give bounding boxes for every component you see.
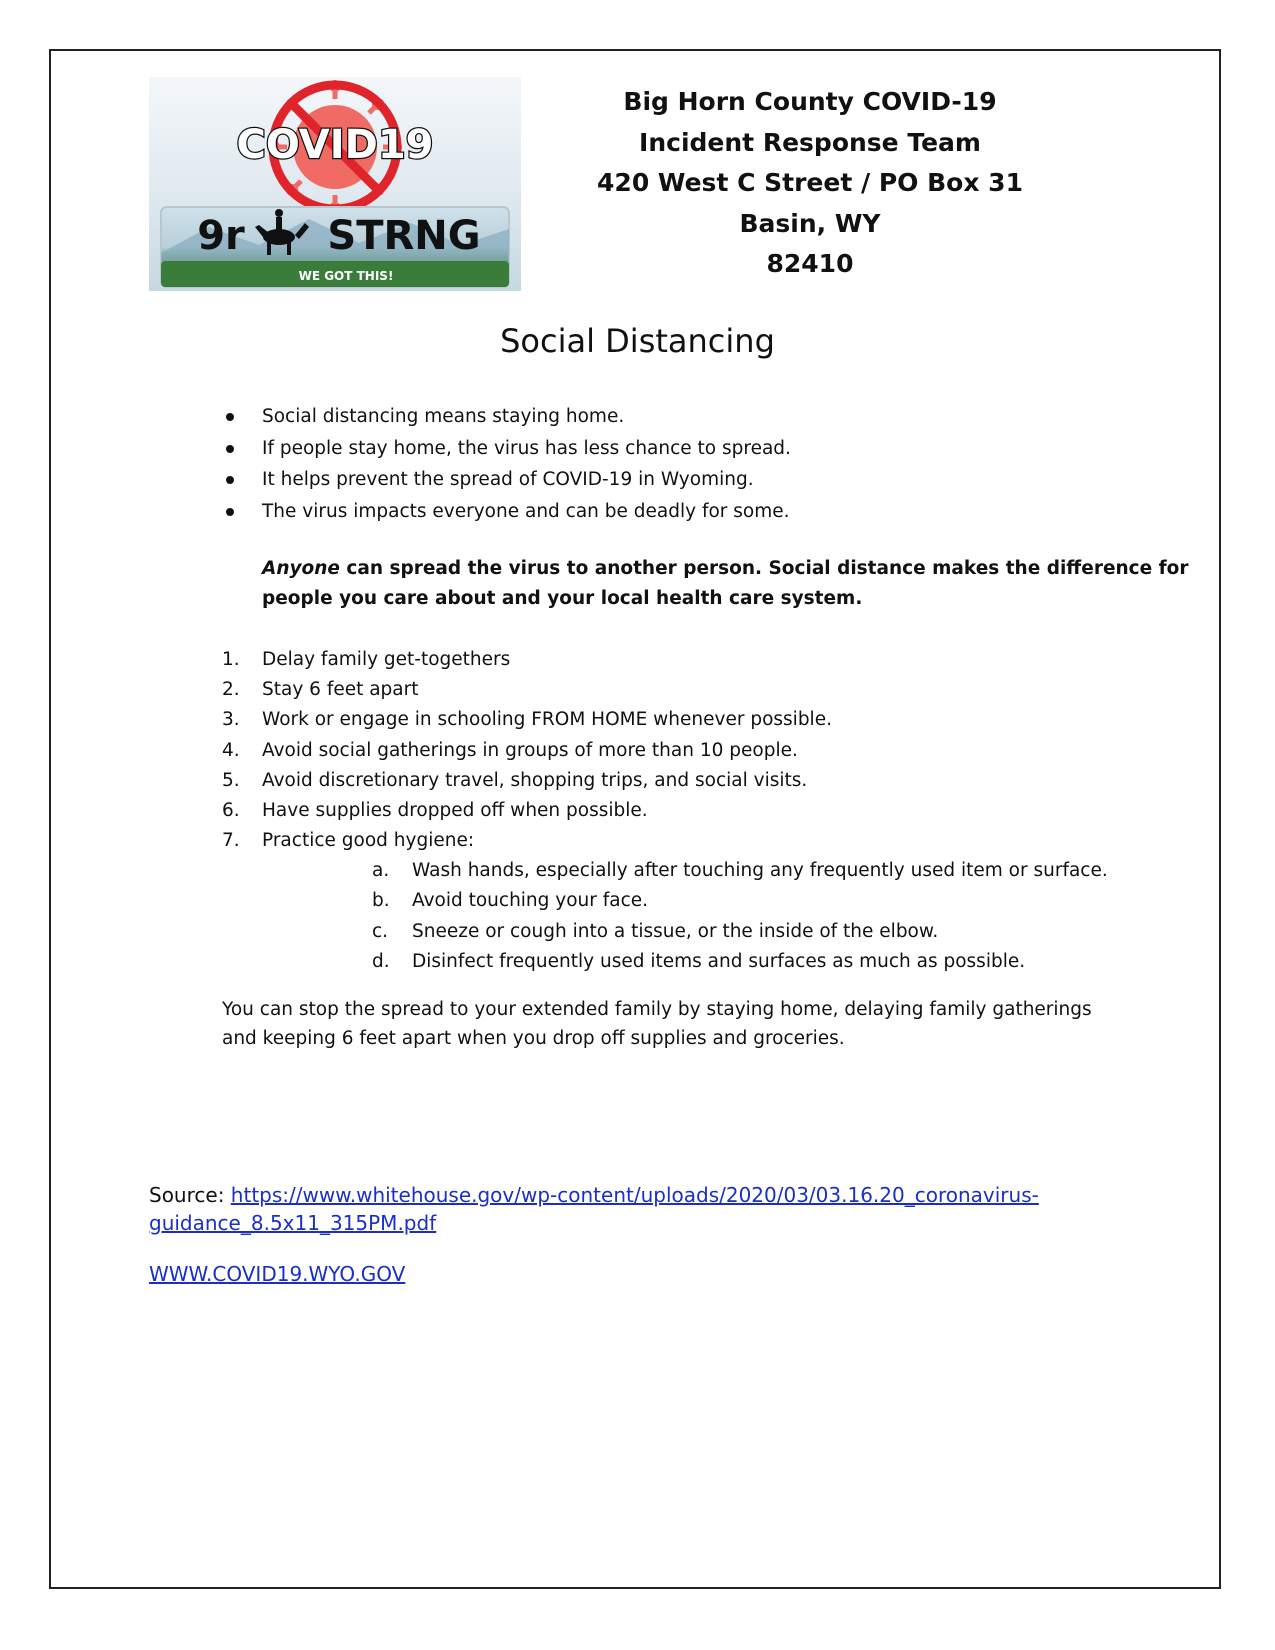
bullet-text: The virus impacts everyone and can be deadly for some.: [262, 500, 790, 522]
step-number: 7.: [222, 830, 240, 852]
step-text: Stay 6 feet apart: [262, 679, 419, 701]
bullet-text: It helps prevent the spread of COVID-19 in Wyoming.: [262, 469, 754, 490]
header-address: [560, 82, 1060, 285]
step-number: 6.: [222, 799, 240, 821]
zip-code: 82410: [766, 249, 854, 278]
closing-line-2: and keeping 6 feet apart when you drop off supplies and groceries.: [222, 1027, 845, 1049]
step-text: Delay family get-togethers: [262, 649, 511, 670]
source-label: Source:: [149, 1183, 231, 1207]
team-name: Incident Response Team: [639, 127, 981, 157]
logo-tagline: WE GOT THIS!: [298, 269, 394, 283]
step-text: Practice good hygiene:: [262, 830, 475, 852]
step-number: 4.: [222, 739, 240, 761]
note-line-1: [262, 554, 1189, 584]
bold-note: [262, 554, 1189, 614]
closing-line-1: You can stop the spread to your extended family by staying home, delaying family gatherings: [222, 999, 1092, 1020]
logo-strng-text: STRNG: [327, 213, 481, 259]
step-number: 3.: [222, 709, 240, 731]
note-line-2: people you care about and your local health care system.: [262, 588, 863, 609]
covid19-wy-strong-logo: [149, 77, 521, 291]
source-link-continued[interactable]: guidance_8.5x11_315PM.pdf: [149, 1211, 437, 1235]
step-text: Avoid social gatherings in groups of more than 10 people.: [262, 739, 798, 761]
note-emphasis: Anyone: [262, 558, 340, 579]
bullet-text: If people stay home, the virus has less chance to spread.: [262, 437, 791, 459]
bullet-icon: [226, 445, 234, 453]
sub-text: Sneeze or cough into a tissue, or the inside of the elbow.: [412, 920, 939, 942]
source-link[interactable]: https://www.whitehouse.gov/wp-content/uploads/2020/03/03.16.20_coronavirus-: [230, 1183, 1039, 1207]
step-text: Work or engage in schooling FROM HOME whenever possible.: [262, 709, 832, 731]
sub-letter: c.: [372, 920, 389, 942]
closing-paragraph: [222, 996, 1092, 1053]
org-name: Big Horn County COVID-19: [623, 87, 997, 116]
sub-text: Wash hands, especially after touching any frequently used item or surface.: [412, 860, 1108, 881]
logo-covid19-text: COVID19: [236, 122, 434, 168]
website-link[interactable]: WWW.COVID19.WYO.GOV: [149, 1262, 406, 1286]
sub-text: Disinfect frequently used items and surfaces as much as possible.: [412, 950, 1026, 972]
city-state: Basin, WY: [739, 208, 881, 238]
note-line-1-rest: can spread the virus to another person. Social distance makes the difference for: [339, 558, 1189, 579]
sub-letter: a.: [372, 860, 390, 881]
website-link-container: [149, 1260, 405, 1288]
page-title: Social Distancing: [500, 322, 775, 360]
sub-text: Avoid touching your face.: [412, 890, 649, 912]
sub-letter: b.: [372, 890, 390, 912]
street-address: 420 West C Street / PO Box 31: [597, 168, 1023, 197]
logo-9r-text: 9r: [197, 213, 245, 259]
step-text: Have supplies dropped off when possible.: [262, 799, 648, 821]
bullet-text: Social distancing means staying home.: [262, 406, 625, 427]
sub-letter: d.: [372, 950, 390, 972]
bullet-icon: [226, 413, 234, 421]
step-number: 2.: [222, 679, 240, 701]
source-citation: [149, 1181, 1039, 1237]
step-number: 1.: [222, 649, 240, 670]
step-text: Avoid discretionary travel, shopping trips, and social visits.: [262, 769, 808, 791]
bullet-icon: [226, 508, 234, 516]
bullet-icon: [226, 476, 234, 484]
step-number: 5.: [222, 769, 240, 791]
